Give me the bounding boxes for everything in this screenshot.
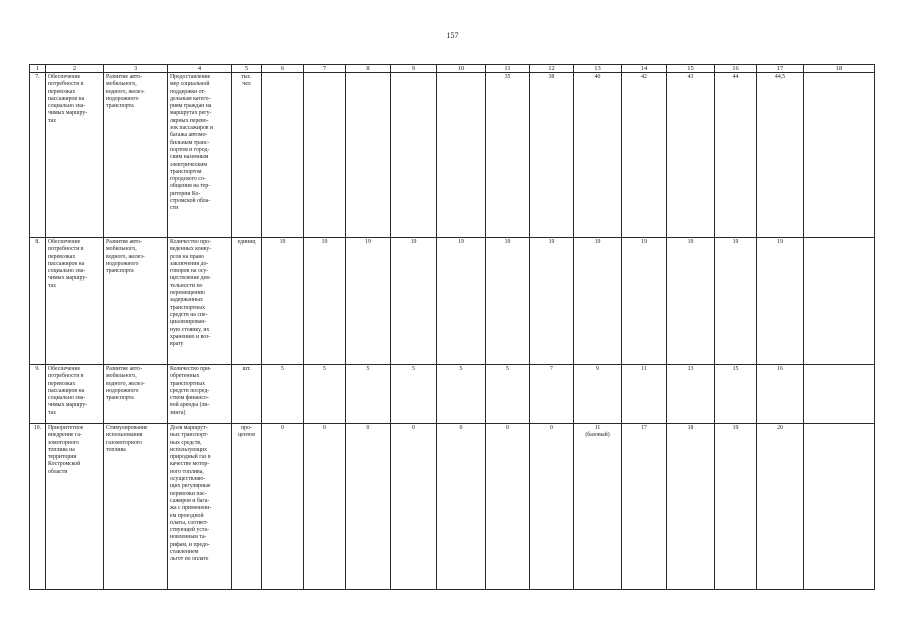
row-number: 10.	[30, 424, 46, 590]
goal-cell: Обеспечение потребности в перевозках пассажиров на социально зна- чимых маршру- тах	[46, 365, 104, 424]
value-cell: 38	[530, 73, 574, 238]
value-cell: 5	[486, 365, 530, 424]
value-cell: 13	[667, 365, 715, 424]
value-cell: 5	[304, 365, 346, 424]
row-number: 8.	[30, 238, 46, 365]
value-cell: 19	[346, 238, 391, 365]
unit-cell: тыс. чел	[232, 73, 262, 238]
goal-cell: Обеспечение потребности в перевозках пассажиров на социально зна- чимых маршру- тах	[46, 73, 104, 238]
value-cell: 44,5	[757, 73, 804, 238]
column-header: 14	[622, 65, 667, 73]
task-cell: Стимулирование использования газомоторного топлива	[104, 424, 168, 590]
column-header: 13	[574, 65, 622, 73]
value-cell: 9	[574, 365, 622, 424]
column-header: 4	[168, 65, 232, 73]
task-cell: Развитие авто- мобильного, водного, желез- нодорожного транспорта	[104, 238, 168, 365]
value-cell: 19	[667, 238, 715, 365]
value-cell: 16	[757, 365, 804, 424]
value-cell: 19	[622, 238, 667, 365]
value-cell: 15	[715, 365, 757, 424]
value-cell: 5	[391, 365, 437, 424]
column-header: 7	[304, 65, 346, 73]
value-cell: 19	[391, 238, 437, 365]
table-row	[30, 73, 875, 238]
row-number: 9.	[30, 365, 46, 424]
unit-cell: шт.	[232, 365, 262, 424]
table-row	[30, 424, 875, 590]
indicator-cell: Предоставление мер социальной поддержки от- дельным катего- риям граждан на маршрутах регу- лярных перево- зок пассажиров и багажа автомо- бильным транс- портом и город- ским наземным электрическим транспортом городского со- общения на тер- ритории Ко- стромской обла- сти	[168, 73, 232, 238]
column-header: 9	[391, 65, 437, 73]
value-cell: 0	[486, 424, 530, 590]
value-cell	[437, 73, 486, 238]
value-cell: 0	[437, 424, 486, 590]
column-header: 6	[262, 65, 304, 73]
value-cell: 0	[530, 424, 574, 590]
value-cell: 0	[304, 424, 346, 590]
indicator-cell: Количество при- обретенных транспортных средств посред- ством финансо- вой аренды (ли- зинга)	[168, 365, 232, 424]
goal-cell: Приоритетное внедрение га- зомоторного топлива на территории Костромской области	[46, 424, 104, 590]
value-cell	[262, 73, 304, 238]
value-cell	[391, 73, 437, 238]
header-row	[30, 65, 875, 73]
indicator-cell: Доля маршрут- ных транспорт- ных средств, использующих природный газ в качестве мотор- ного топлива, осуществляю- щих регулярные перевозки пас- сажиров и бага- жа с применени- ем проездной платы, соответ- ствующей уста- новленным та- рифам, и предо- ставлением льгот по оплате	[168, 424, 232, 590]
column-header: 16	[715, 65, 757, 73]
table-row	[30, 365, 875, 424]
value-cell: 7	[530, 365, 574, 424]
goal-cell: Обеспечение потребности в перевозках пассажиров на социально зна- чимых маршру- тах	[46, 238, 104, 365]
indicator-cell: Количество про- веденных конку- рсов на право заключения до- говоров на осу- ществление дея- тельности по перемещению задержанных транспортных средств на спе- циализирован- ную стоянку, их хранению и воз- врату	[168, 238, 232, 365]
value-cell: 43	[667, 73, 715, 238]
value-cell: 18	[667, 424, 715, 590]
column-header: 3	[104, 65, 168, 73]
table-row	[30, 238, 875, 365]
page-number: 157	[446, 31, 459, 40]
value-cell: 5	[437, 365, 486, 424]
value-cell: 19	[486, 238, 530, 365]
indicator-table	[29, 64, 875, 590]
task-cell: Развитие авто- мобильного, водного, желез- нодорожного транспорта	[104, 73, 168, 238]
value-cell: 0	[262, 424, 304, 590]
unit-cell: про- центов	[232, 424, 262, 590]
column-header: 18	[804, 65, 875, 73]
column-header: 2	[46, 65, 104, 73]
value-cell: 44	[715, 73, 757, 238]
column-header: 8	[346, 65, 391, 73]
value-cell: 11	[622, 365, 667, 424]
value-cell	[304, 73, 346, 238]
value-cell	[804, 73, 875, 238]
value-cell: 19	[574, 238, 622, 365]
value-cell: 19	[530, 238, 574, 365]
unit-cell: единиц	[232, 238, 262, 365]
value-cell: 19	[715, 424, 757, 590]
value-cell: 19	[262, 238, 304, 365]
value-cell: 0	[346, 424, 391, 590]
column-header: 11	[486, 65, 530, 73]
value-cell: 19	[304, 238, 346, 365]
value-cell: 5	[262, 365, 304, 424]
column-header: 15	[667, 65, 715, 73]
value-cell: 40	[574, 73, 622, 238]
value-cell: 17	[622, 424, 667, 590]
row-number: 7.	[30, 73, 46, 238]
value-cell: 19	[757, 238, 804, 365]
value-cell: 11 (базовый)	[574, 424, 622, 590]
column-header: 10	[437, 65, 486, 73]
value-cell: 20	[757, 424, 804, 590]
column-header: 12	[530, 65, 574, 73]
value-cell: 5	[346, 365, 391, 424]
value-cell	[346, 73, 391, 238]
value-cell: 42	[622, 73, 667, 238]
column-header: 1	[30, 65, 46, 73]
value-cell: 0	[391, 424, 437, 590]
value-cell: 19	[715, 238, 757, 365]
value-cell	[804, 365, 875, 424]
task-cell: Развитие авто- мобильного, водного, желез- нодорожного транспорта	[104, 365, 168, 424]
value-cell: 19	[437, 238, 486, 365]
value-cell	[804, 238, 875, 365]
column-header: 17	[757, 65, 804, 73]
value-cell: 35	[486, 73, 530, 238]
column-header: 5	[232, 65, 262, 73]
value-cell	[804, 424, 875, 590]
